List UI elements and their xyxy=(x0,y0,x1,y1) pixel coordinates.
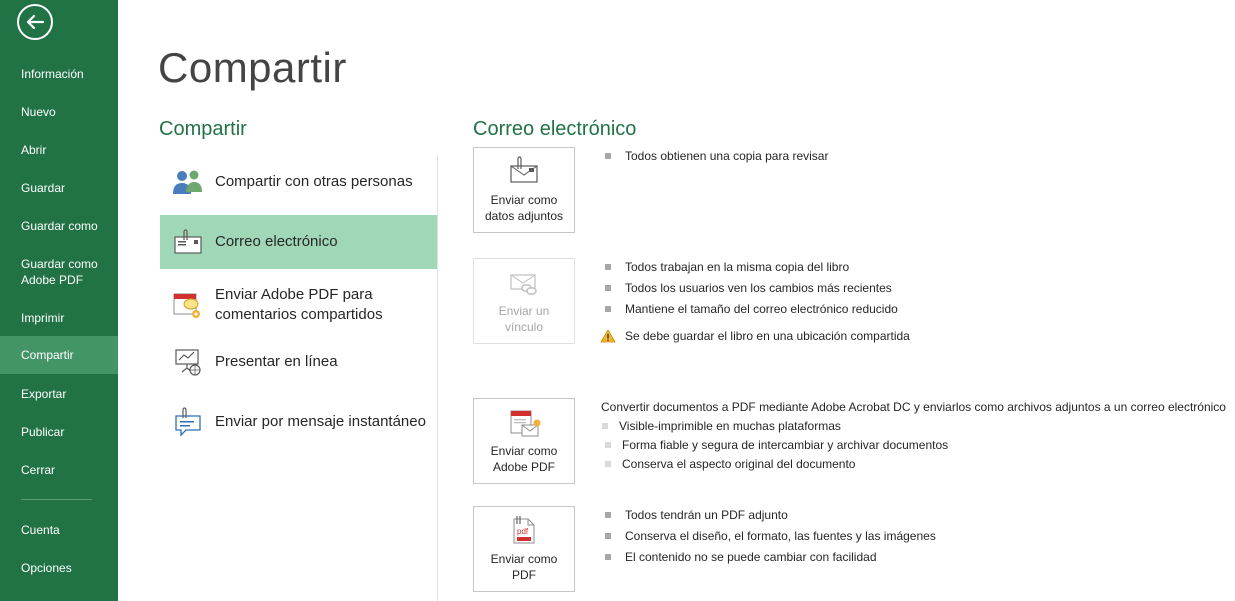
email-heading: Correo electrónico xyxy=(473,118,637,140)
nav-label: Cuenta xyxy=(21,523,60,537)
pdf-bullet: El contenido no se puede cambiar con facilidad xyxy=(605,550,877,564)
nav-exportar[interactable] xyxy=(0,375,118,413)
nav-imprimir[interactable] xyxy=(0,299,118,337)
share-heading: Compartir xyxy=(159,118,247,140)
adobe-pdf-email-icon xyxy=(508,407,542,443)
nav-guardar-como[interactable] xyxy=(0,207,118,245)
email-item[interactable] xyxy=(160,215,437,269)
attach-bullet: Todos obtienen una copia para revisar xyxy=(605,149,828,163)
nav-label: Publicar xyxy=(21,425,65,439)
button-label: Enviar un vínculo xyxy=(498,304,550,334)
nav-label: Exportar xyxy=(21,387,67,401)
nav-compartir[interactable] xyxy=(0,336,118,374)
nav-label: Compartir xyxy=(21,348,74,362)
warning-icon xyxy=(600,329,616,343)
nav-label: Abrir xyxy=(21,143,47,157)
attachment-email-icon xyxy=(508,156,540,190)
column-divider xyxy=(437,155,438,601)
people-icon xyxy=(160,156,215,208)
share-with-people-item[interactable] xyxy=(160,156,437,208)
email-icon xyxy=(160,215,215,269)
adobe-pdf-comments-icon xyxy=(160,277,215,333)
share-item-label: Enviar por mensaje instantáneo xyxy=(215,413,426,430)
nav-label: Guardar como Adobe PDF xyxy=(21,257,98,287)
present-online-item[interactable] xyxy=(160,338,437,386)
nav-cerrar[interactable] xyxy=(0,451,118,489)
send-as-pdf-button[interactable] xyxy=(473,506,575,592)
pdf-email-icon xyxy=(508,515,540,551)
adobe-description: Convertir documentos a PDF mediante Adobe Acrobat DC y enviarlos como archivos adjuntos a un correo electrónico xyxy=(601,400,1226,414)
nav-guardar-como-adobe-pdf[interactable] xyxy=(0,247,118,297)
button-label: Enviar como Adobe PDF xyxy=(490,444,558,474)
nav-label: Cerrar xyxy=(21,463,56,477)
link-bullet: Mantiene el tamaño del correo electrónico reducido xyxy=(605,302,898,316)
nav-label: Guardar como xyxy=(21,219,98,233)
nav-opciones[interactable] xyxy=(0,549,118,587)
link-warning: Se debe guardar el libro en una ubicación compartida xyxy=(605,329,910,343)
link-email-icon xyxy=(508,267,540,301)
nav-label: Imprimir xyxy=(21,311,65,325)
share-item-label: Enviar Adobe PDF para comentarios compartidos xyxy=(215,286,383,323)
backstage-sidebar xyxy=(0,0,118,601)
button-label: Enviar como datos adjuntos xyxy=(484,193,564,223)
link-bullet: Todos los usuarios ven los cambios más recientes xyxy=(605,281,892,295)
share-item-label: Compartir con otras personas xyxy=(215,173,413,190)
link-bullet: Todos trabajan en la misma copia del libro xyxy=(605,260,849,274)
back-arrow-icon[interactable] xyxy=(17,4,53,40)
nav-cuenta[interactable] xyxy=(0,511,118,549)
page-title: Compartir xyxy=(158,44,347,91)
present-online-icon xyxy=(160,338,215,386)
nav-label: Información xyxy=(21,67,84,81)
adobe-bullet: Visible-imprimible en muchas plataformas xyxy=(602,419,841,433)
nav-nuevo[interactable] xyxy=(0,93,118,131)
adobe-bullet: Forma fiable y segura de intercambiar y archivar documentos xyxy=(605,438,948,452)
nav-abrir[interactable] xyxy=(0,131,118,169)
nav-label: Opciones xyxy=(21,561,72,575)
nav-label: Guardar xyxy=(21,181,66,195)
send-link-button[interactable] xyxy=(473,258,575,344)
button-label: Enviar como PDF xyxy=(490,552,558,582)
send-as-adobe-pdf-button[interactable] xyxy=(473,398,575,484)
adobe-bullet: Conserva el aspecto original del documento xyxy=(605,457,855,471)
send-as-attachment-button[interactable] xyxy=(473,147,575,233)
instant-message-item[interactable] xyxy=(160,396,437,448)
nav-publicar[interactable] xyxy=(0,413,118,451)
nav-guardar[interactable] xyxy=(0,169,118,207)
pdf-bullet: Conserva el diseño, el formato, las fuentes y las imágenes xyxy=(605,529,936,543)
nav-informacion[interactable] xyxy=(0,55,118,93)
share-item-label: Presentar en línea xyxy=(215,353,338,370)
adobe-pdf-comments-item[interactable] xyxy=(160,277,437,333)
nav-separator xyxy=(21,499,92,500)
svg-text:pdf: pdf xyxy=(517,527,529,536)
pdf-bullet: Todos tendrán un PDF adjunto xyxy=(605,508,788,522)
instant-message-icon xyxy=(160,396,215,448)
share-item-label: Correo electrónico xyxy=(215,233,338,250)
nav-label: Nuevo xyxy=(21,105,56,119)
